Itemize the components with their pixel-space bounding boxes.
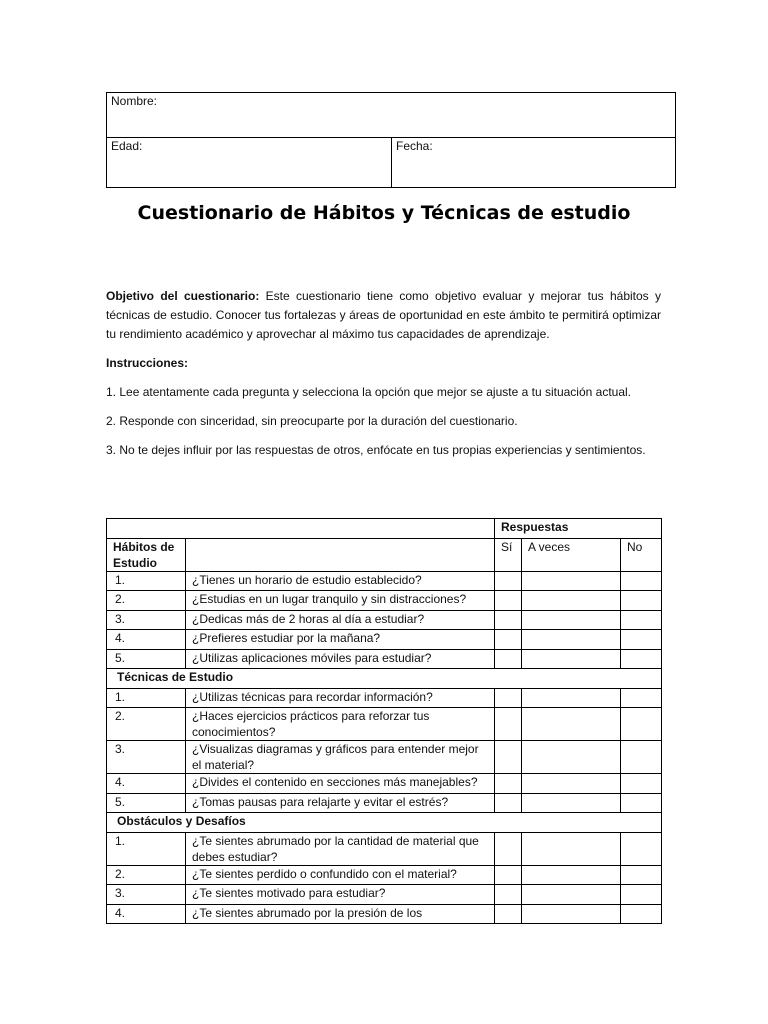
question-number: 4.	[107, 774, 186, 794]
answer-no-cell[interactable]	[621, 741, 662, 774]
table-row	[107, 571, 662, 591]
table-row	[107, 793, 662, 813]
objective-paragraph	[106, 287, 661, 344]
answer-yes-cell[interactable]	[495, 904, 522, 924]
answer-sometimes-cell[interactable]	[522, 688, 621, 708]
name-field[interactable]	[107, 93, 675, 137]
table-row	[107, 591, 662, 611]
name-row	[107, 93, 675, 138]
question-text: ¿Prefieres estudiar por la mañana?	[186, 630, 495, 650]
question-number: 5.	[107, 793, 186, 813]
question-number: 2.	[107, 591, 186, 611]
answer-yes-cell[interactable]	[495, 708, 522, 741]
answer-yes-cell[interactable]	[495, 885, 522, 905]
answer-no-cell[interactable]	[621, 688, 662, 708]
table-row	[107, 538, 662, 571]
answer-sometimes-cell[interactable]	[522, 774, 621, 794]
habits-header: Hábitos de Estudio	[107, 538, 186, 571]
answer-sometimes-cell[interactable]	[522, 793, 621, 813]
page-title: Cuestionario de Hábitos y Técnicas de estudio	[137, 202, 631, 224]
answer-no-cell[interactable]	[621, 591, 662, 611]
question-number: 3.	[107, 885, 186, 905]
answer-sometimes-cell[interactable]	[522, 904, 621, 924]
question-text: ¿Te sientes abrumado por la cantidad de material que debes estudiar?	[186, 832, 495, 865]
answer-yes-cell[interactable]	[495, 630, 522, 650]
name-label: Nombre:	[111, 94, 158, 108]
obstacles-section-header: Obstáculos y Desafíos	[107, 813, 662, 833]
question-number: 4.	[107, 630, 186, 650]
answer-no-cell[interactable]	[621, 774, 662, 794]
table-row	[107, 832, 662, 865]
table-row	[107, 669, 662, 689]
answer-sometimes-cell[interactable]	[522, 591, 621, 611]
answer-yes-cell[interactable]	[495, 610, 522, 630]
instruction-2: 2. Responde con sinceridad, sin preocuparte por la duración del cuestionario.	[106, 414, 518, 428]
question-number: 2.	[107, 865, 186, 885]
date-label: Fecha:	[396, 139, 433, 153]
question-text: ¿Te sientes abrumado por la presión de los	[186, 904, 495, 924]
table-row	[107, 813, 662, 833]
question-number: 1.	[107, 832, 186, 865]
question-number: 3.	[107, 741, 186, 774]
answer-sometimes-cell[interactable]	[522, 741, 621, 774]
col-no-header: No	[621, 538, 662, 571]
table-row	[107, 865, 662, 885]
age-label: Edad:	[111, 139, 143, 153]
table-row	[107, 649, 662, 669]
answer-sometimes-cell[interactable]	[522, 708, 621, 741]
question-text: ¿Te sientes perdido o confundido con el material?	[186, 865, 495, 885]
instruction-3: 3. No te dejes influir por las respuestas de otros, enfócate en tus propias experiencias y sentimientos.	[106, 443, 646, 457]
question-number: 3.	[107, 610, 186, 630]
question-text: ¿Tienes un horario de estudio establecido?	[186, 571, 495, 591]
table-row	[107, 741, 662, 774]
answer-sometimes-cell[interactable]	[522, 865, 621, 885]
answer-no-cell[interactable]	[621, 571, 662, 591]
answer-yes-cell[interactable]	[495, 865, 522, 885]
answer-no-cell[interactable]	[621, 904, 662, 924]
answer-yes-cell[interactable]	[495, 793, 522, 813]
question-text: ¿Tomas pausas para relajarte y evitar el estrés?	[186, 793, 495, 813]
answer-sometimes-cell[interactable]	[522, 610, 621, 630]
question-number: 1.	[107, 571, 186, 591]
answer-no-cell[interactable]	[621, 885, 662, 905]
table-row	[107, 630, 662, 650]
question-number: 1.	[107, 688, 186, 708]
questionnaire-table	[106, 518, 662, 924]
techniques-section-header: Técnicas de Estudio	[107, 669, 662, 689]
question-text: ¿Te sientes motivado para estudiar?	[186, 885, 495, 905]
answer-sometimes-cell[interactable]	[522, 571, 621, 591]
answer-no-cell[interactable]	[621, 610, 662, 630]
question-text: ¿Haces ejercicios prácticos para reforzar tus conocimientos?	[186, 708, 495, 741]
question-number: 4.	[107, 904, 186, 924]
answer-yes-cell[interactable]	[495, 741, 522, 774]
age-field[interactable]	[107, 138, 391, 187]
question-text: ¿Divides el contenido en secciones más manejables?	[186, 774, 495, 794]
question-number: 5.	[107, 649, 186, 669]
answer-yes-cell[interactable]	[495, 571, 522, 591]
answer-yes-cell[interactable]	[495, 688, 522, 708]
answer-yes-cell[interactable]	[495, 774, 522, 794]
answer-yes-cell[interactable]	[495, 832, 522, 865]
table-row	[107, 610, 662, 630]
question-text: ¿Estudias en un lugar tranquilo y sin distracciones?	[186, 591, 495, 611]
question-text: ¿Dedicas más de 2 horas al día a estudiar?	[186, 610, 495, 630]
date-field[interactable]	[392, 138, 676, 187]
objective-text: Este cuestionario tiene como objetivo evaluar y mejorar tus hábitos y técnicas de estudio. Conocer tus fortalezas y áreas de oportunidad en este ámbito te permitirá optimizar tu rendimiento académico y aprovechar al máximo tus capacidades de aprendizaje.	[106, 289, 661, 341]
table-row	[107, 885, 662, 905]
empty-header-cell	[186, 538, 495, 571]
table-row	[107, 688, 662, 708]
student-info-box	[106, 92, 676, 188]
table-row	[107, 519, 662, 539]
answer-yes-cell[interactable]	[495, 649, 522, 669]
table-row	[107, 904, 662, 924]
table-row	[107, 774, 662, 794]
table-row	[107, 708, 662, 741]
question-text: ¿Utilizas aplicaciones móviles para estudiar?	[186, 649, 495, 669]
question-number: 2.	[107, 708, 186, 741]
objective-label: Objetivo del cuestionario:	[106, 289, 260, 303]
question-text: ¿Visualizas diagramas y gráficos para entender mejor el material?	[186, 741, 495, 774]
answer-yes-cell[interactable]	[495, 591, 522, 611]
answer-sometimes-cell[interactable]	[522, 630, 621, 650]
answer-sometimes-cell[interactable]	[522, 885, 621, 905]
answer-no-cell[interactable]	[621, 649, 662, 669]
empty-header-cell	[107, 519, 495, 539]
answer-no-cell[interactable]	[621, 832, 662, 865]
answer-no-cell[interactable]	[621, 865, 662, 885]
age-date-row	[107, 138, 675, 187]
instructions-label: Instrucciones:	[106, 356, 189, 370]
col-yes-header: Sí	[495, 538, 522, 571]
answer-no-cell[interactable]	[621, 630, 662, 650]
question-text: ¿Utilizas técnicas para recordar información?	[186, 688, 495, 708]
instruction-1: 1. Lee atentamente cada pregunta y selecciona la opción que mejor se ajuste a tu situación actual.	[106, 385, 632, 399]
answer-no-cell[interactable]	[621, 708, 662, 741]
answer-sometimes-cell[interactable]	[522, 649, 621, 669]
answer-no-cell[interactable]	[621, 793, 662, 813]
responses-header: Respuestas	[495, 519, 662, 539]
col-sometimes-header: A veces	[522, 538, 621, 571]
answer-sometimes-cell[interactable]	[522, 832, 621, 865]
